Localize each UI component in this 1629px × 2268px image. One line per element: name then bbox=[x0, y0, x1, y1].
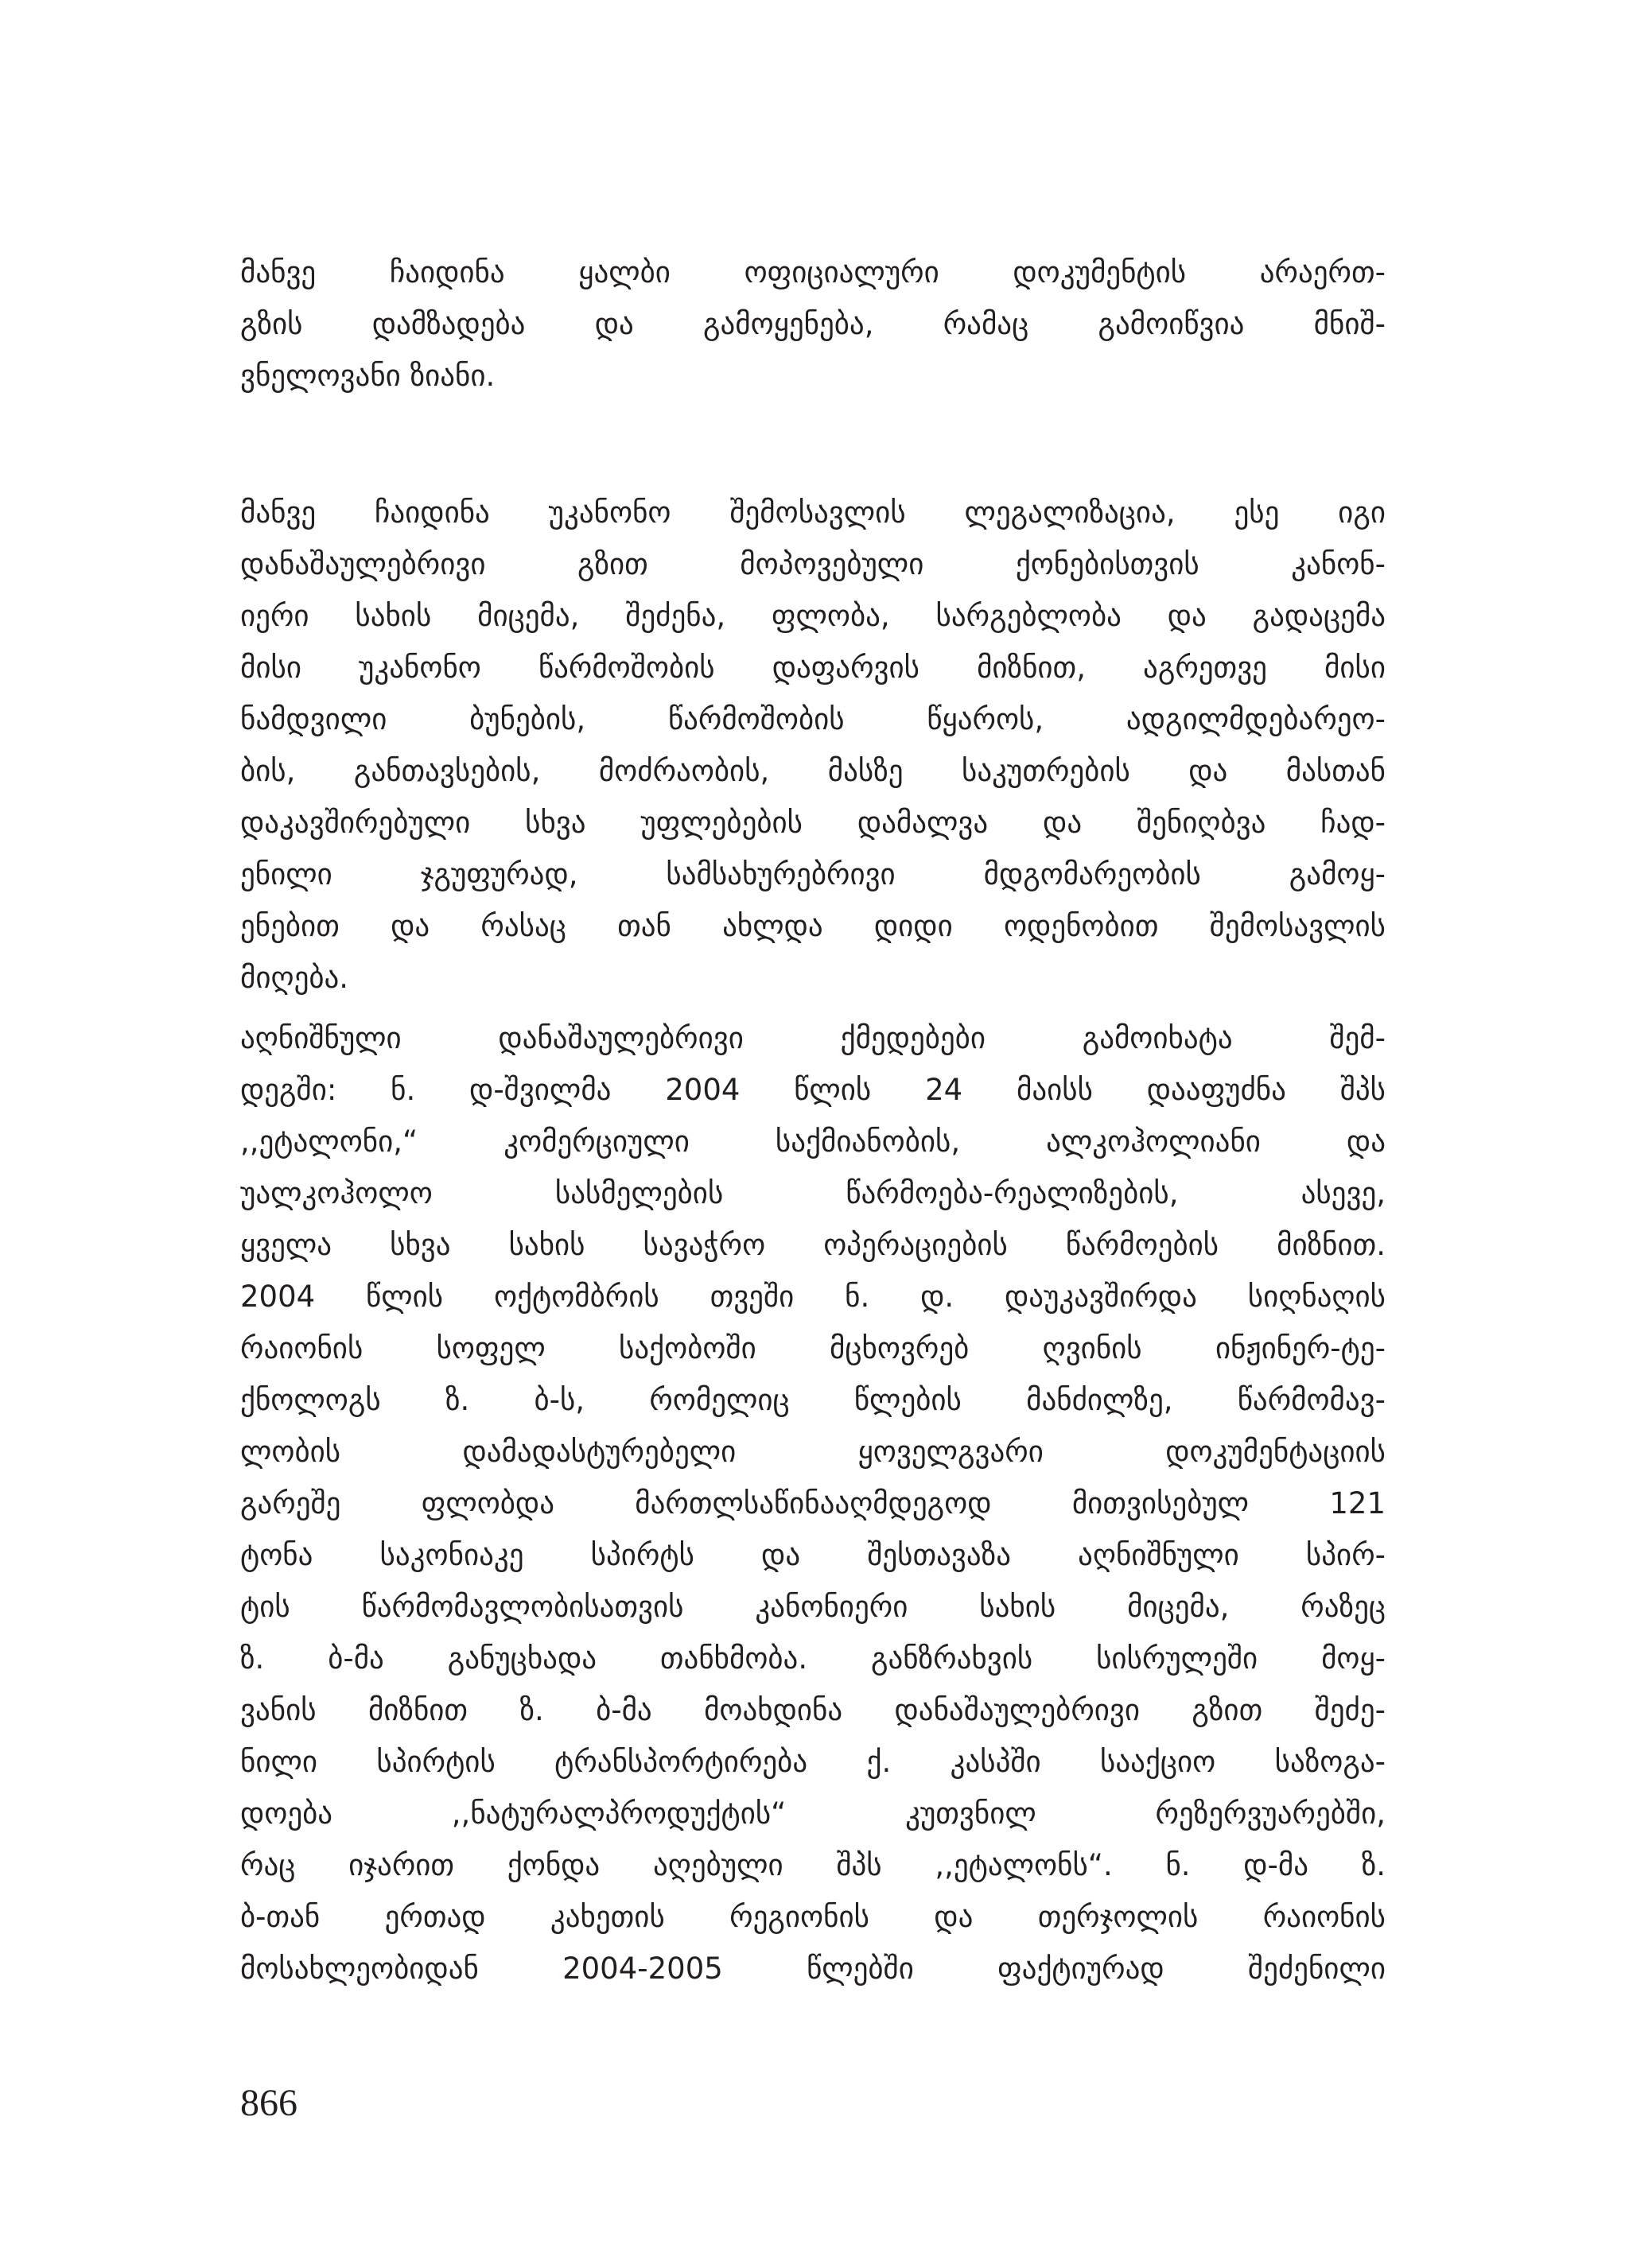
text-line: ვანის მიზნით ზ. ბ-მა მოახდინა დანაშაულებრივი გზით შეძე- bbox=[240, 1693, 1386, 1727]
text-line: გზის დამზადება და გამოყენება, რამაც გამოიწვია მნიშ- bbox=[240, 307, 1386, 341]
text-line: მიღება. bbox=[240, 961, 349, 995]
text-line: რაც იჯარით ქონდა აღებული შპს ,,ეტალონს“. ნ. დ-მა ზ. bbox=[240, 1848, 1386, 1882]
text-line: ლობის დამადასტურებელი ყოველგვარი დოკუმენტაციის bbox=[240, 1435, 1386, 1469]
text-line: დოება ,,ნატურალპროდუქტის“ კუთვნილ რეზერვუარებში, bbox=[240, 1796, 1386, 1831]
text-line: ,,ეტალონი,“ კომერციული საქმიანობის, ალკოჰოლიანი და bbox=[240, 1124, 1386, 1159]
text-line: ტონა საკონიაკე სპირტს და შესთავაზა აღნიშნული სპირ- bbox=[240, 1538, 1386, 1572]
text-line: მისი უკანონო წარმოშობის დაფარვის მიზნით, აგრეთვე მისი bbox=[240, 650, 1386, 685]
text-line: ენილი ჯგუფურად, სამსახურებრივი მდგომარეობის გამოყ- bbox=[240, 857, 1386, 891]
text-line: დანაშაულებრივი გზით მოპოვებული ქონებისთვის კანონ- bbox=[240, 547, 1386, 581]
text-line: დაკავშირებული სხვა უფლებების დამალვა და შენიღბვა ჩად- bbox=[240, 806, 1386, 840]
text-line: იერი სახის მიცემა, შეძენა, ფლობა, სარგებლობა და გადაცემა bbox=[240, 599, 1386, 633]
text-line: ტის წარმომავლობისათვის კანონიერი სახის მიცემა, რაზეც bbox=[240, 1590, 1386, 1624]
text-line: ნამდვილი ბუნების, წარმოშობის წყაროს, ადგილმდებარეო- bbox=[240, 702, 1386, 736]
text-line: ნილი სპირტის ტრანსპორტირება ქ. კასპში სააქციო საზოგა- bbox=[240, 1745, 1386, 1779]
text-line: უალკოჰოლო სასმელების წარმოება-რეალიზების, ასევე, bbox=[240, 1176, 1386, 1210]
text-line: ენებით და რასაც თან ახლდა დიდი ოდენობით შემოსავლის bbox=[240, 909, 1386, 943]
paragraph-2 bbox=[240, 487, 1386, 1004]
text-line: ყველა სხვა სახის სავაჭრო ოპერაციების წარმოების მიზნით. bbox=[240, 1228, 1386, 1262]
paragraph-3 bbox=[240, 1012, 1386, 1994]
text-line: ბ-თან ერთად კახეთის რეგიონის და თერჯოლის რაიონის bbox=[240, 1900, 1386, 1934]
page-number: 866 bbox=[240, 2082, 297, 2124]
text-line: ვნელოვანი ზიანი. bbox=[240, 359, 496, 393]
text-line: აღნიშნული დანაშაულებრივი ქმედებები გამოიხატა შემ- bbox=[240, 1021, 1386, 1055]
text-line: მანვე ჩაიდინა უკანონო შემოსავლის ლეგალიზაცია, ესე იგი bbox=[240, 495, 1386, 530]
text-line: რაიონის სოფელ საქობოში მცხოვრებ ღვინის ინჟინერ-ტე- bbox=[240, 1331, 1386, 1365]
text-line: გარეშე ფლობდა მართლსაწინააღმდეგოდ მითვისებულ 121 bbox=[240, 1486, 1386, 1520]
text-line: ზ. ბ-მა განუცხადა თანხმობა. განზრახვის სისრულეში მოყ- bbox=[240, 1641, 1386, 1676]
text-line: მანვე ჩაიდინა ყალბი ოფიციალური დოკუმენტის არაერთ- bbox=[240, 255, 1386, 289]
text-line: დეგში: ნ. დ-შვილმა 2004 წლის 24 მაისს დააფუძნა შპს bbox=[240, 1073, 1386, 1107]
text-line: ბის, განთავსების, მოძრაობის, მასზე საკუთრების და მასთან bbox=[240, 754, 1386, 788]
text-line: 2004 წლის ოქტომბრის თვეში ნ. დ. დაუკავშირდა სიღნაღის bbox=[240, 1280, 1386, 1314]
text-line: მოსახლეობიდან 2004-2005 წლებში ფაქტიურად შეძენილი bbox=[240, 1951, 1386, 1986]
paragraph-1 bbox=[240, 247, 1386, 402]
text-line: ქნოლოგს ზ. ბ-ს, რომელიც წლების მანძილზე, წარმომავ- bbox=[240, 1383, 1386, 1417]
